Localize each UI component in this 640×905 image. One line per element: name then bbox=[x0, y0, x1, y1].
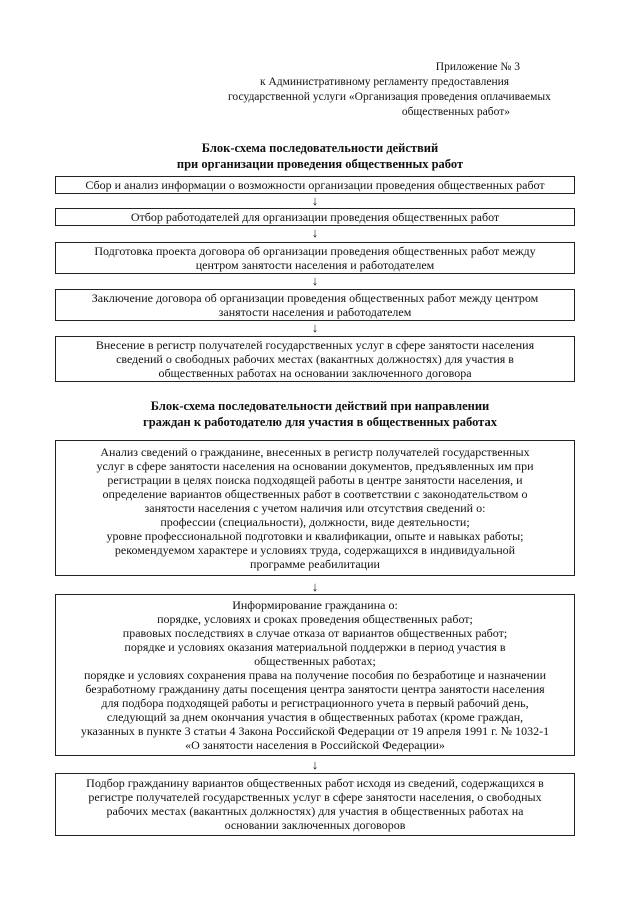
step-text-line: общественных работах на основании заключенного договора bbox=[158, 366, 472, 380]
down-arrow-icon: ↓ bbox=[311, 757, 319, 772]
flow-step-box bbox=[55, 242, 575, 274]
step-text-line: безработному гражданину даты посещения центра занятости центра занятости населения bbox=[85, 682, 545, 696]
appendix-reference-line: государственной услуги «Организация проведения оплачиваемых bbox=[228, 91, 551, 103]
step-text-line: программе реабилитации bbox=[250, 557, 380, 571]
step-text-line: порядке и условиях сохранения права на получение пособия по безработице и назначении bbox=[84, 668, 546, 682]
step-text-line: рекомендуемом характере и условиях труда, содержащихся в индивидуальной bbox=[114, 543, 516, 557]
step-text-line: правовых последствиях в случае отказа от вариантов общественных работ; bbox=[122, 626, 508, 640]
step-text-line: рабочих местах (вакантных должностях) для участия в общественных работах на bbox=[106, 804, 524, 818]
flow-step-box bbox=[55, 336, 575, 382]
flow-step-box bbox=[55, 208, 575, 226]
step-text-line: «О занятости населения в Российской Федерации» bbox=[185, 738, 445, 752]
flow-step-box bbox=[55, 773, 575, 836]
down-arrow-icon: ↓ bbox=[311, 225, 319, 240]
flow-step-box bbox=[55, 289, 575, 321]
step-text-line: Информирование гражданина о: bbox=[232, 598, 398, 612]
down-arrow-icon: ↓ bbox=[311, 579, 319, 594]
step-text-line: профессии (специальности), должности, виде деятельности; bbox=[160, 515, 470, 529]
step-text-line: Подготовка проекта договора об организации проведения общественных работ между bbox=[94, 244, 536, 258]
flow-step-box bbox=[55, 594, 575, 756]
step-text-line: центром занятости населения и работодателем bbox=[195, 258, 435, 272]
appendix-reference-line: общественных работ» bbox=[401, 106, 510, 118]
step-text-line: Сбор и анализ информации о возможности организации проведения общественных работ bbox=[85, 178, 545, 192]
step-text-line: Подбор гражданину вариантов общественных работ исходя из сведений, содержащихся в bbox=[86, 776, 544, 790]
flowchart-title-2: Блок-схема последовательности действий при направлении граждан к работодателю для участия в общественных работах bbox=[143, 399, 497, 429]
step-text-line: сведений о свободных рабочих местах (вакантных должностях) для участия в bbox=[116, 352, 514, 366]
step-text-line: основании заключенных договоров bbox=[224, 818, 406, 832]
step-text-line: для подбора подходящей работы и регистрационного учета в первый рабочий день, bbox=[101, 696, 529, 710]
flow-step-box bbox=[55, 176, 575, 194]
step-text-line: определение вариантов общественных работ в соответствии с законодательством о bbox=[102, 487, 528, 501]
down-arrow-icon: ↓ bbox=[311, 320, 319, 335]
step-text-line: Анализ сведений о гражданине, внесенных в регистр получателей государственных bbox=[100, 445, 530, 459]
step-text-line: занятости населения и работодателем bbox=[218, 305, 412, 319]
step-text-line: следующий за днем окончания участия в общественных работах (кроме граждан, bbox=[106, 710, 524, 724]
appendix-header bbox=[228, 60, 560, 120]
appendix-number: Приложение № 3 bbox=[435, 61, 520, 73]
appendix-reference-line: к Административному регламенту предоставления bbox=[260, 76, 510, 88]
step-text-line: указанных в пункте 3 статьи 4 Закона Российской Федерации от 19 апреля 1991 г. № 1032-1 bbox=[80, 724, 550, 738]
step-text-line: порядке и условиях оказания материальной поддержки в период участия в bbox=[124, 640, 506, 654]
step-text-line: регистрации в целях поиска подходящей работы в центре занятости населения, и bbox=[107, 473, 523, 487]
flow-step-box bbox=[55, 440, 575, 576]
step-text-line: Внесение в регистр получателей государственных услуг в сфере занятости населения bbox=[95, 338, 535, 352]
step-text-line: Заключение договора об организации проведения общественных работ между центром bbox=[91, 291, 539, 305]
step-text-line: уровне профессиональной подготовки и квалификации, опыте и навыках работы; bbox=[106, 529, 524, 543]
step-text-line: занятости населения с учетом наличия или отсутствия сведений о: bbox=[144, 501, 486, 515]
flowchart-title-1: Блок-схема последовательности действий при организации проведения общественных работ bbox=[176, 141, 464, 171]
step-text-line: услуг в сфере занятости населения на основании документов, предъявленных им при bbox=[96, 459, 534, 473]
down-arrow-icon: ↓ bbox=[311, 273, 319, 288]
step-text-line: Отбор работодателей для организации проведения общественных работ bbox=[130, 210, 500, 224]
step-text-line: общественных работах; bbox=[254, 654, 376, 668]
down-arrow-icon: ↓ bbox=[311, 193, 319, 208]
step-text-line: регистре получателей государственных услуг в сфере занятости населения, о свободных bbox=[88, 790, 542, 804]
step-text-line: порядке, условиях и сроках проведения общественных работ; bbox=[157, 612, 473, 626]
